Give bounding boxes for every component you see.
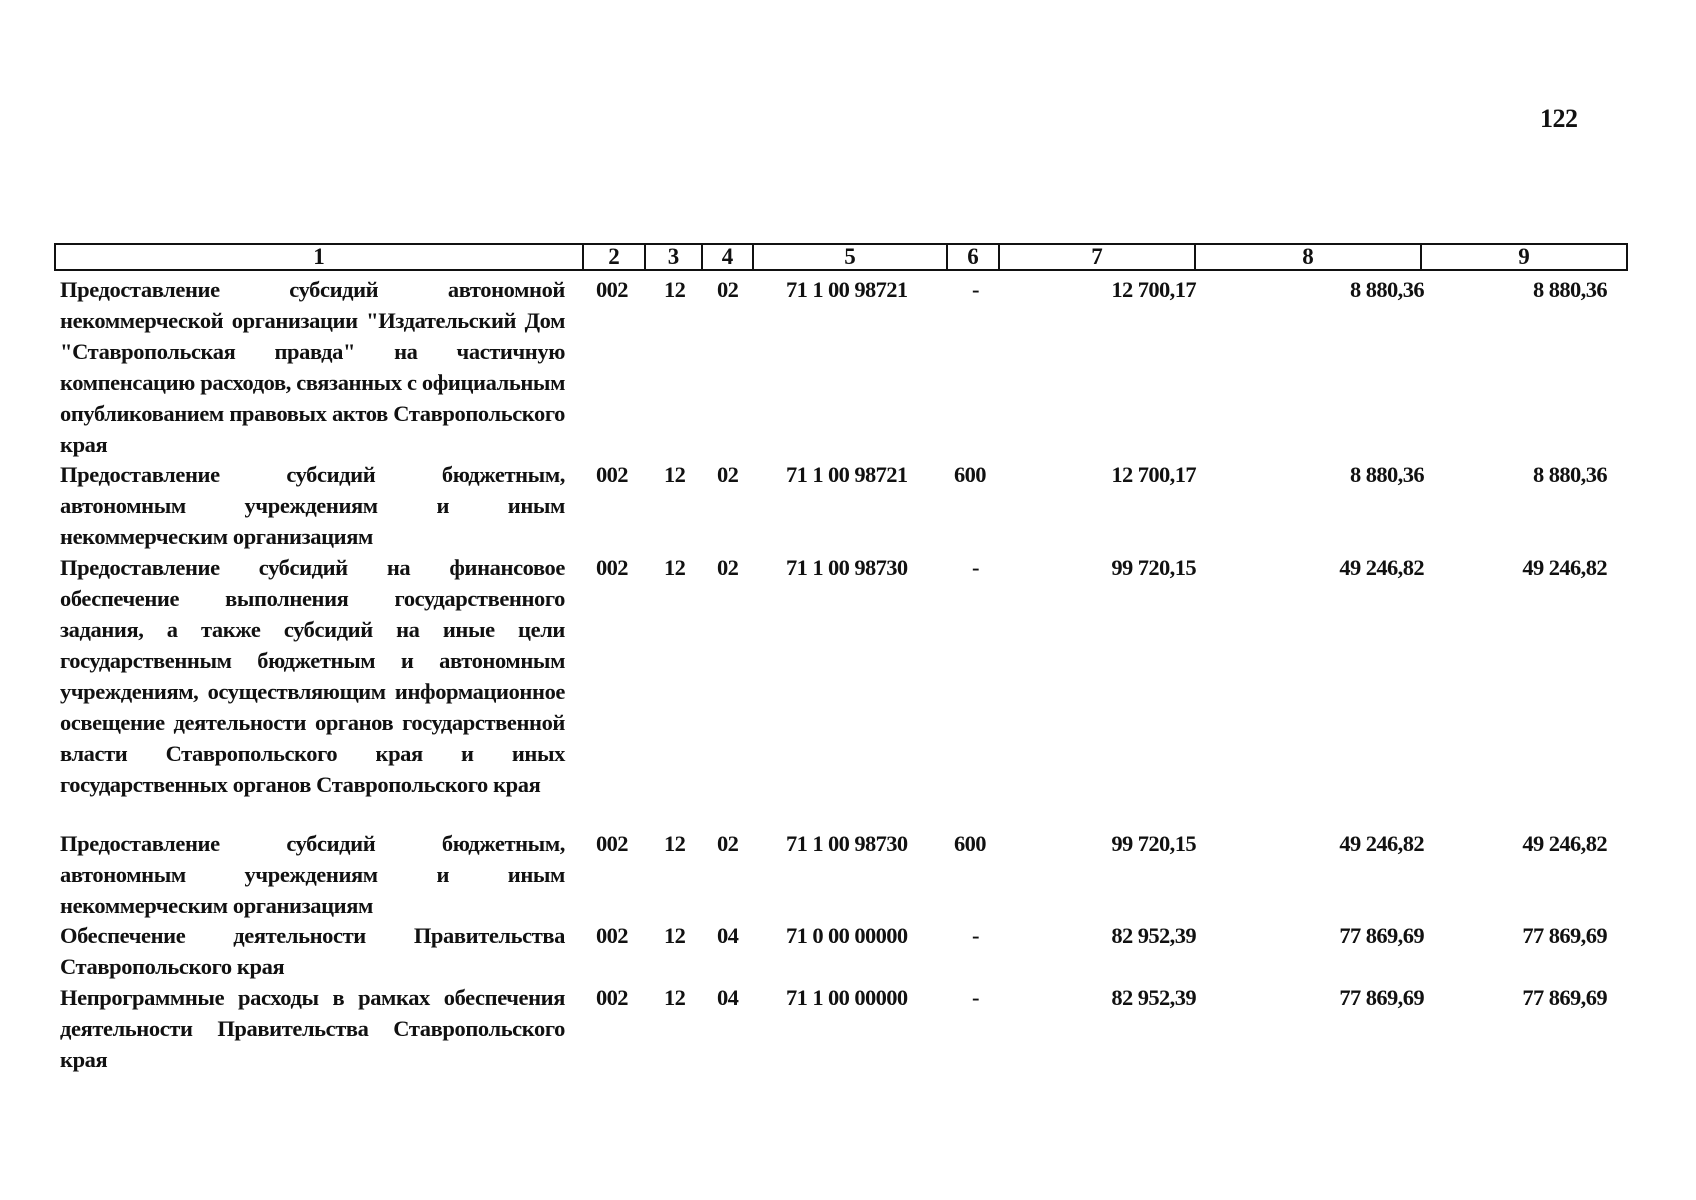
row-code-ministry: 002 bbox=[596, 462, 628, 487]
row-subsection: 04 bbox=[717, 985, 739, 1010]
row-target-article: 71 1 00 98721 bbox=[786, 462, 908, 487]
row-section: 12 bbox=[664, 923, 686, 948]
row-amount-col9: 8 880,36 bbox=[1533, 277, 1607, 302]
column-header-row bbox=[54, 243, 1628, 271]
row-section: 12 bbox=[664, 555, 686, 580]
row-amount-col8: 8 880,36 bbox=[1350, 277, 1424, 302]
row-section: 12 bbox=[664, 831, 686, 856]
column-header-8: 8 bbox=[1195, 244, 1421, 270]
row-subsection: 02 bbox=[717, 831, 739, 856]
column-header-4: 4 bbox=[702, 244, 753, 270]
row-expense-type: - bbox=[972, 923, 979, 948]
row-target-article: 71 1 00 00000 bbox=[786, 985, 908, 1010]
column-header-3: 3 bbox=[645, 244, 702, 270]
row-section: 12 bbox=[664, 277, 686, 302]
row-amount-col9: 49 246,82 bbox=[1522, 555, 1607, 580]
column-header-2: 2 bbox=[583, 244, 645, 270]
row-expense-type: - bbox=[972, 555, 979, 580]
column-header-5: 5 bbox=[753, 244, 947, 270]
row-amount-col7: 99 720,15 bbox=[1111, 831, 1196, 856]
row-amount-col7: 99 720,15 bbox=[1111, 555, 1196, 580]
row-amount-col7: 82 952,39 bbox=[1111, 923, 1196, 948]
row-expense-type: - bbox=[972, 985, 979, 1010]
row-amount-col9: 49 246,82 bbox=[1522, 831, 1607, 856]
column-header-6: 6 bbox=[947, 244, 999, 270]
row-expense-type: 600 bbox=[954, 831, 986, 856]
row-description: Предоставление субсидий бюджетным, автономным учреждениям и иным некоммерческим организациям bbox=[60, 831, 565, 918]
row-amount-col7: 12 700,17 bbox=[1111, 277, 1196, 302]
row-amount-col8: 8 880,36 bbox=[1350, 462, 1424, 487]
column-header-1: 1 bbox=[55, 244, 583, 270]
row-amount-col9: 77 869,69 bbox=[1522, 923, 1607, 948]
row-subsection: 02 bbox=[717, 462, 739, 487]
row-subsection: 04 bbox=[717, 923, 739, 948]
row-subsection: 02 bbox=[717, 555, 739, 580]
row-target-article: 71 1 00 98730 bbox=[786, 555, 908, 580]
row-amount-col9: 77 869,69 bbox=[1522, 985, 1607, 1010]
row-description: Предоставление субсидий бюджетным, автономным учреждениям и иным некоммерческим организациям bbox=[60, 462, 565, 549]
row-amount-col8: 77 869,69 bbox=[1339, 923, 1424, 948]
row-description: Обеспечение деятельности Правительства Ставропольского края bbox=[60, 923, 565, 979]
row-amount-col8: 77 869,69 bbox=[1339, 985, 1424, 1010]
row-code-ministry: 002 bbox=[596, 985, 628, 1010]
row-expense-type: 600 bbox=[954, 462, 986, 487]
row-amount-col7: 82 952,39 bbox=[1111, 985, 1196, 1010]
row-expense-type: - bbox=[972, 277, 979, 302]
row-code-ministry: 002 bbox=[596, 555, 628, 580]
row-amount-col8: 49 246,82 bbox=[1339, 555, 1424, 580]
row-description: Предоставление субсидий автономной некоммерческой организации "Издательский Дом "Ставропольская правда" на частичную компенсацию расходов, связанных с официальным опубликованием правовых актов Ставропольского края bbox=[60, 277, 565, 457]
row-code-ministry: 002 bbox=[596, 277, 628, 302]
row-description: Предоставление субсидий на финансовое обеспечение выполнения государственного задания, а также субсидий на иные цели государственным бюджетным и автономным учреждениям, осуществляющим информационное освещение деятельности органов государственной власти Ставропольского края и иных государственных органов Ставропольского края bbox=[60, 555, 565, 797]
page-number: 122 bbox=[1540, 104, 1578, 133]
column-header-9: 9 bbox=[1421, 244, 1627, 270]
row-subsection: 02 bbox=[717, 277, 739, 302]
row-section: 12 bbox=[664, 985, 686, 1010]
row-amount-col8: 49 246,82 bbox=[1339, 831, 1424, 856]
row-amount-col9: 8 880,36 bbox=[1533, 462, 1607, 487]
column-header-7: 7 bbox=[999, 244, 1195, 270]
row-target-article: 71 1 00 98721 bbox=[786, 277, 908, 302]
row-code-ministry: 002 bbox=[596, 831, 628, 856]
row-description: Непрограммные расходы в рамках обеспечения деятельности Правительства Ставропольского края bbox=[60, 985, 565, 1072]
row-target-article: 71 1 00 98730 bbox=[786, 831, 908, 856]
row-code-ministry: 002 bbox=[596, 923, 628, 948]
row-amount-col7: 12 700,17 bbox=[1111, 462, 1196, 487]
row-section: 12 bbox=[664, 462, 686, 487]
row-target-article: 71 0 00 00000 bbox=[786, 923, 908, 948]
